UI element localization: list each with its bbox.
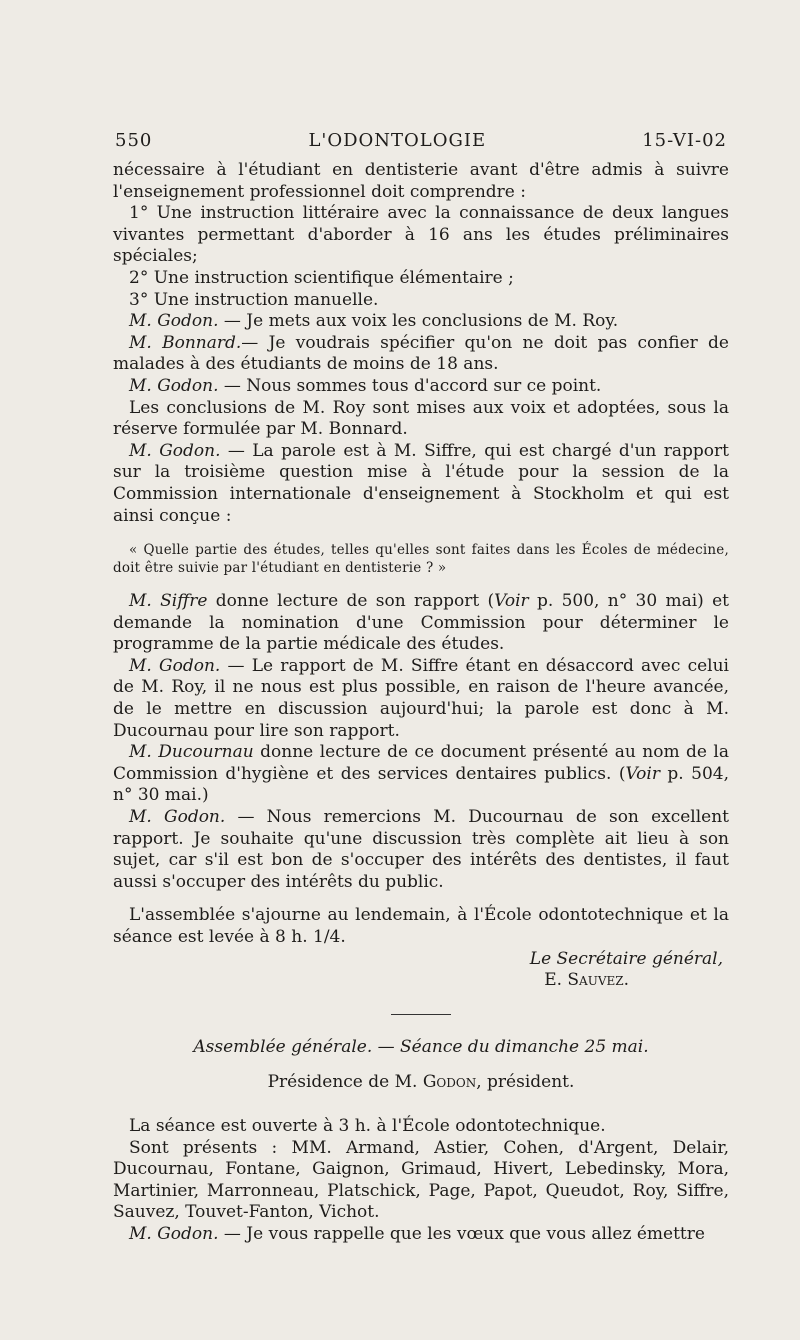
presidence-text: Présidence de M. (267, 1072, 423, 1093)
paragraph: L'assemblée s'ajourne au lendemain, à l'École odontotechnique et la séance est levée à 8 h. 1/4. (113, 905, 729, 947)
signature-name-text: E. Sauvez. (544, 970, 629, 991)
issue-date: 15-VI-02 (642, 130, 727, 151)
voir-ref: Voir (625, 763, 660, 784)
paragraph (113, 591, 729, 656)
speech-text: donne lecture de son rapport ( (207, 591, 495, 612)
paragraph: Les conclusions de M. Roy sont mises aux voix et adoptées, sous la réserve formulée par M. Bonnard. (113, 397, 729, 440)
speech-text: — Je voudrais spécifier qu'on ne doit pas confier de malades à des étudiants de moins de 18 ans. (113, 332, 729, 375)
speaker-name: M. Godon. (129, 655, 221, 676)
quoted-question: « Quelle partie des études, telles qu'elles sont faites dans les Écoles de médecine, doit être suivie par l'étudiant en dentisterie ? » (113, 542, 729, 577)
speaker-name: M. Bonnard. (129, 332, 242, 353)
speaker-name: M. Siffre (129, 591, 208, 612)
running-title: L'ODONTOLOGIE (308, 130, 487, 151)
speaker-name: M. Godon. (129, 311, 219, 332)
paragraph: 1° Une instruction littéraire avec la connaissance de deux langues vivantes permettant d'aborder à 16 ans les études préliminaires spéciales; (113, 203, 729, 267)
voir-ref: Voir (494, 591, 529, 612)
paragraph (113, 376, 729, 398)
presidence-line (113, 1072, 729, 1094)
speech-text: p. 500, n° 30 mai) et demande la nomination d'une Commission pour déterminer le programme de la partie médicale des études. (113, 591, 730, 655)
speech-text: — Je mets aux voix les conclusions de M. Roy. (218, 311, 619, 332)
paragraph: 3° Une instruction manuelle. (129, 289, 379, 310)
page-header (115, 130, 727, 151)
paragraph: La séance est ouverte à 3 h. à l'École odontotechnique. (129, 1115, 606, 1136)
president-name: Godon (422, 1072, 477, 1093)
attendees-paragraph: Sont présents : MM. Armand, Astier, Cohen, d'Argent, Delair, Ducournau, Fontane, Gaignon, Grimaud, Hivert, Lebedinsky, Mora, Martinier, Marronneau, Platschick, Page, Papot, Queudot, Roy, Siffre, Sauvez, Touvet-Fanton, Vichot. (113, 1137, 729, 1223)
section-divider (391, 1014, 451, 1015)
speaker-name: M. Godon. (129, 440, 221, 461)
paragraph (113, 1224, 729, 1246)
paragraph (113, 311, 729, 333)
speech-text: — Nous sommes tous d'accord sur ce point. (218, 375, 602, 396)
section-title: Assemblée générale. — Séance du dimanche 25 mai. (193, 1036, 649, 1057)
speaker-name: M. Godon. (129, 807, 226, 828)
speaker-name: M. Godon. (129, 1223, 219, 1244)
paragraph (113, 441, 729, 527)
paragraph: 2° Une instruction scientifique élémentaire ; (129, 267, 514, 288)
paragraph (113, 333, 729, 376)
speech-text: — Nous remercions M. Ducournau de son excellent rapport. Je souhaite qu'une discussion très complète ait lieu à son sujet, car s'il est bon de s'occuper des intérêts des dentistes, il faut aussi s'occuper des intérêts du public. (113, 807, 730, 892)
paragraph: nécessaire à l'étudiant en dentisterie avant d'être admis à suivre l'enseignement professionnel doit comprendre : (113, 160, 729, 202)
text-column (113, 160, 729, 1246)
paragraph (113, 807, 729, 893)
speech-text: — Le rapport de M. Siffre étant en désaccord avec celui de M. Roy, il ne nous est plus possible, en raison de l'heure avancée, de le mettre en discussion aujourd'hui; la parole est donc à M. Ducournau pour lire son rapport. (113, 655, 729, 741)
paragraph (113, 742, 729, 807)
speaker-name: M. Ducournau (129, 742, 254, 763)
paragraph (113, 656, 729, 742)
presidence-text: , président. (476, 1072, 575, 1093)
speaker-name: M. Godon. (129, 375, 219, 396)
speech-text: donne lecture de ce document présenté au nom de la Commission d'hygiène et des services dentaires publics. ( (113, 742, 729, 784)
speech-text: — Je vous rappelle que les vœux que vous allez émettre (218, 1223, 705, 1244)
speech-text: p. 504, n° 30 mai.) (113, 763, 729, 806)
signature-name (113, 970, 729, 992)
speech-text: — La parole est à M. Siffre, qui est chargé d'un rapport sur la troisième question mise à l'étude pour la session de la Commission internationale d'enseignement à Stockholm et qui est ainsi conçue : (113, 440, 729, 526)
signature-title: Le Secrétaire général, (529, 948, 723, 969)
page-number: 550 (115, 130, 153, 151)
